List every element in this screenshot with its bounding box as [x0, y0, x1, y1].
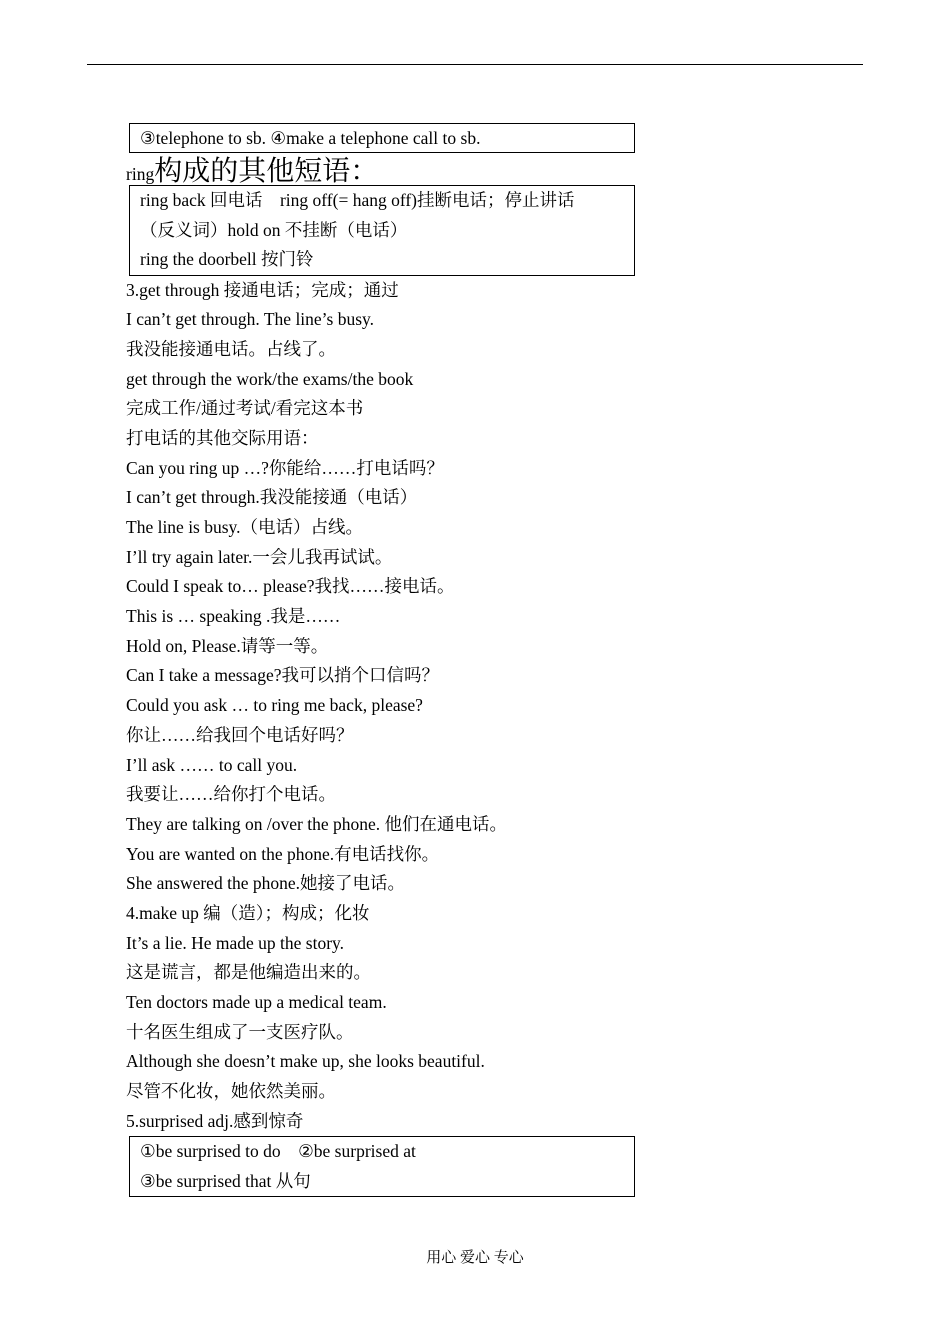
box-line: ③be surprised that 从句	[140, 1170, 311, 1191]
text-line: 4.make up 编（造）；构成；化妆	[126, 902, 370, 923]
box-line: （反义词）hold on 不挂断（电话）	[140, 219, 408, 240]
text-line: I’ll ask …… to call you.	[126, 754, 298, 775]
text-line: This is … speaking .我是……	[126, 606, 341, 627]
header-rule	[87, 64, 863, 65]
text-line: Could I speak to… please?我找……接电话。	[126, 576, 455, 597]
ring-heading-prefix: ring	[126, 164, 155, 184]
text-line: The line is busy.（电话）占线。	[126, 517, 364, 537]
text-line: You are wanted on the phone.有电话找你。	[126, 843, 440, 864]
phrase-box-surprised	[129, 1136, 635, 1197]
text-line: 十名医生组成了一支医疗队。	[126, 1021, 354, 1042]
text-line: I’ll try again later.一会儿我再试试。	[126, 546, 393, 567]
text-line: 我要让……给你打个电话。	[126, 784, 336, 805]
text-line: I can’t get through. The line’s busy.	[126, 309, 375, 330]
text-line: They are talking on /over the phone. 他们在通电话。	[126, 813, 508, 834]
ring-heading	[126, 153, 746, 185]
text-line: 3.get through 接通电话；完成；通过	[126, 279, 399, 300]
box-line: ring back 回电话 ring off(= hang off)挂断电话；停止讲话	[140, 190, 575, 210]
phrase-box-telephone	[129, 123, 635, 153]
box-line: ①be surprised to do ②be surprised at	[140, 1141, 416, 1162]
text-line: 这是谎言，都是他编造出来的。	[126, 962, 371, 983]
text-line: Can you ring up …?你能给……打电话吗？	[126, 457, 444, 478]
text-line: 我没能接通电话。占线了。	[126, 338, 336, 359]
text-line: 完成工作/通过考试/看完这本书	[126, 398, 364, 419]
text-line: get through the work/the exams/the book	[126, 368, 414, 389]
phrase-box-ring	[129, 185, 635, 276]
text-line: 你让……给我回个电话好吗？	[126, 724, 354, 745]
body-text	[126, 276, 746, 1137]
ring-heading-title: 构成的其他短语：	[154, 156, 379, 187]
text-line: She answered the phone.她接了电话。	[126, 873, 405, 894]
text-line: Ten doctors made up a medical team.	[126, 992, 387, 1012]
text-line: It’s a lie. He made up the story.	[126, 932, 345, 953]
text-line: Although she doesn’t make up, she looks beautiful.	[126, 1051, 485, 1072]
text-line: Could you ask … to ring me back, please?	[126, 695, 423, 716]
text-line: 尽管不化妆，她依然美丽。	[126, 1081, 336, 1102]
text-line: 打电话的其他交际用语：	[126, 427, 319, 448]
text-line: Hold on, Please.请等一等。	[126, 635, 329, 656]
text-line: I can’t get through.我没能接通（电话）	[126, 487, 418, 508]
text-line: Can I take a message?我可以捎个口信吗？	[126, 665, 439, 686]
document-body	[126, 123, 746, 1197]
box-line: ring the doorbell 按门铃	[140, 249, 314, 269]
box-line: ③telephone to sb. ④make a telephone call to sb.	[140, 128, 481, 148]
page-footer: 用心 爱心 专心	[426, 1250, 524, 1266]
text-line: 5.surprised adj.感到惊奇	[126, 1110, 304, 1131]
